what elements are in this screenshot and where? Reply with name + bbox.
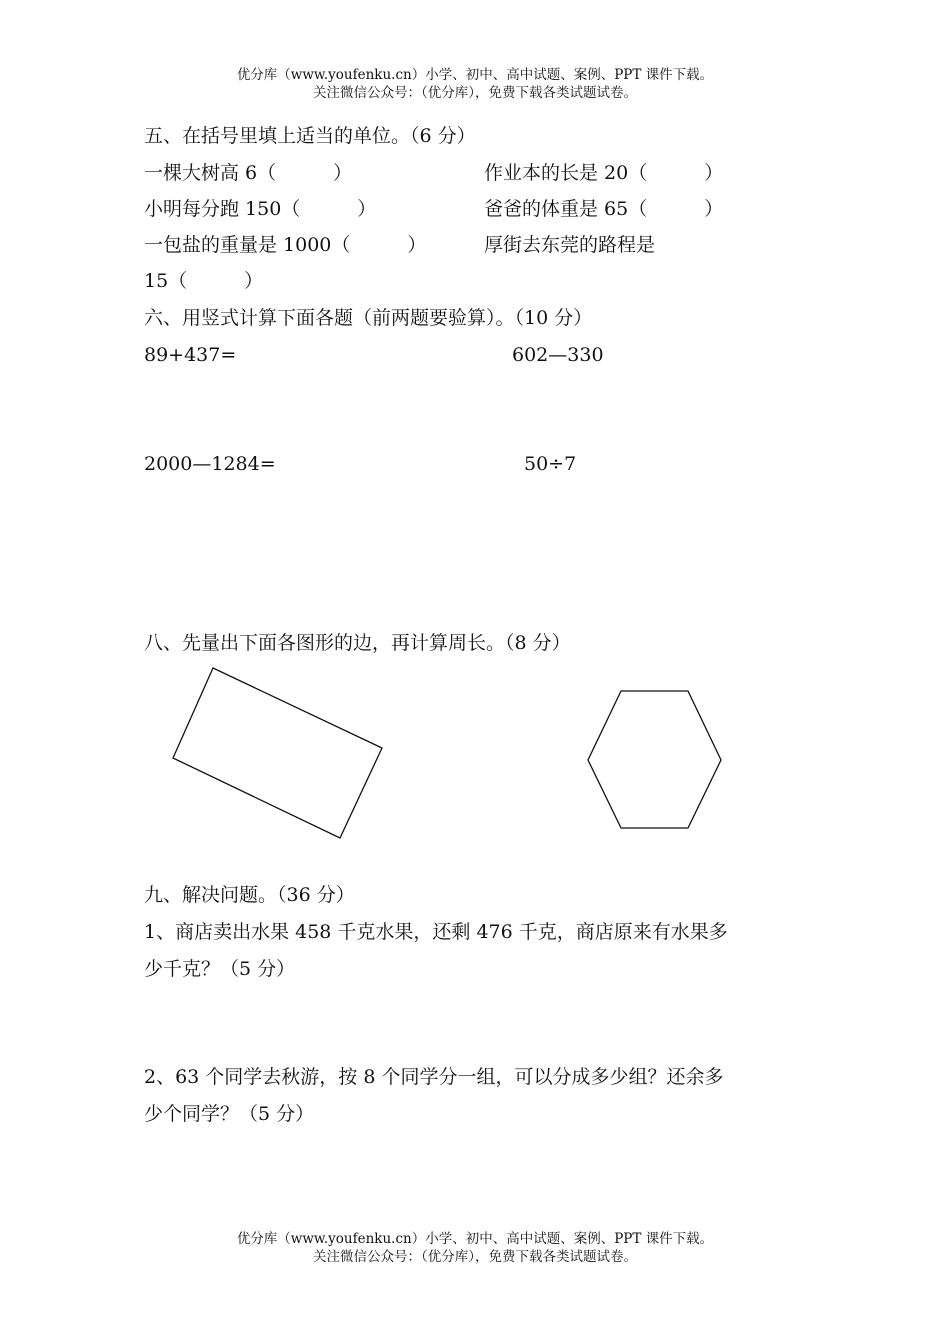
- question-1-line-1: 1、商店卖出水果 458 千克水果，还剩 476 千克，商店原来有水果多: [144, 921, 728, 943]
- unit-item-route-distance-cont: 15（ ）: [144, 270, 264, 292]
- footer-line-1: 优分库（www.youfenku.cn）小学、初中、高中试题、案例、PPT 课件下载。: [236, 1231, 714, 1247]
- unit-item-tree-height: 一棵大树高 6（ ）: [144, 162, 353, 184]
- calc-problem-3: 2000—1284=: [144, 453, 276, 475]
- unit-item-salt-weight: 一包盐的重量是 1000（ ）: [144, 234, 427, 256]
- question-1-line-2: 少千克？（5 分）: [144, 958, 296, 980]
- question-2-line-2: 少个同学？（5 分）: [144, 1103, 315, 1125]
- unit-item-dad-weight: 爸爸的体重是 65（ ）: [484, 198, 724, 220]
- footer-line-2: 关注微信公众号：（优分库），免费下载各类试题试卷。: [313, 1249, 637, 1265]
- section-5-title: 五、在括号里填上适当的单位。（6 分）: [144, 125, 476, 147]
- question-2-line-1: 2、63 个同学去秋游，按 8 个同学分一组，可以分成多少组？还余多: [144, 1066, 724, 1088]
- section-9-title: 九、解决问题。（36 分）: [144, 884, 355, 906]
- hexagon-outline: [588, 691, 721, 828]
- rectangle-outline: [173, 668, 382, 838]
- unit-item-route-distance: 厚街去东莞的路程是: [484, 234, 656, 256]
- section-6-title: 六、用竖式计算下面各题（前两题要验算）。（10 分）: [144, 307, 593, 329]
- calc-problem-4: 50÷7: [524, 453, 577, 475]
- calc-problem-2: 602—330: [512, 344, 604, 366]
- header-line-1: 优分库（www.youfenku.cn）小学、初中、高中试题、案例、PPT 课件下载。: [236, 67, 714, 83]
- header-line-2: 关注微信公众号：（优分库），免费下载各类试题试卷。: [313, 85, 637, 101]
- unit-item-notebook-length: 作业本的长是 20（ ）: [484, 162, 724, 184]
- unit-item-running-speed: 小明每分跑 150（ ）: [144, 198, 377, 220]
- calc-problem-1: 89+437=: [144, 344, 237, 366]
- hexagon-figure: [580, 682, 730, 837]
- section-8-title: 八、先量出下面各图形的边，再计算周长。（8 分）: [144, 632, 571, 654]
- rectangle-figure: [160, 660, 400, 850]
